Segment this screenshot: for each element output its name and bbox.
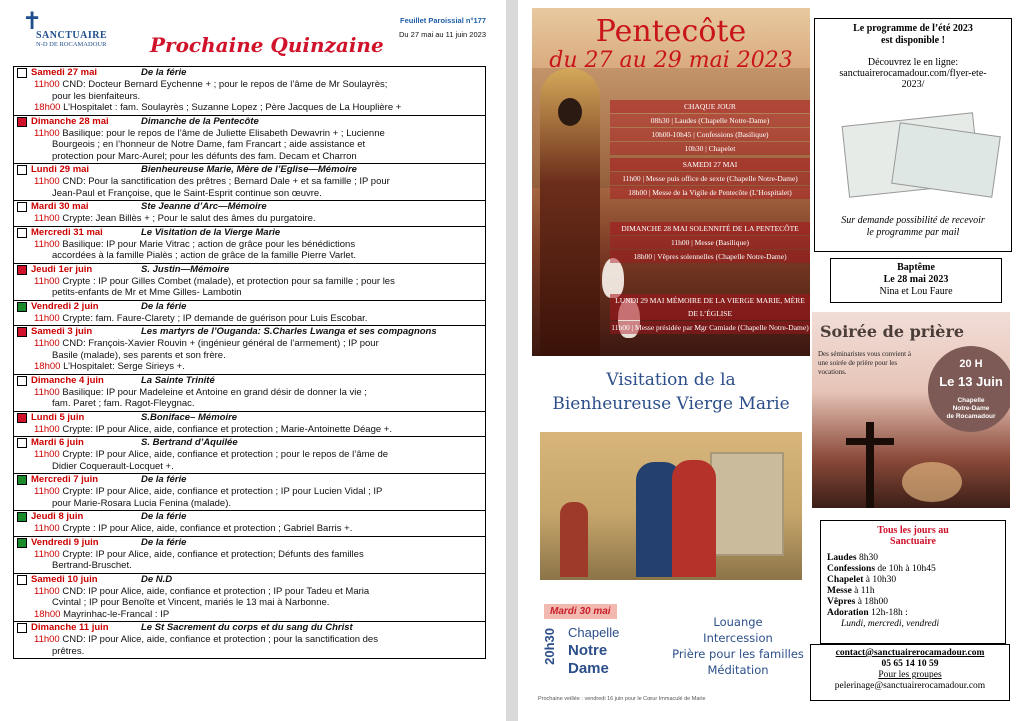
visitation-program xyxy=(668,614,808,678)
block-row: 10h00-10h45 | Confessions (Basilique) xyxy=(610,128,810,141)
entry-day: Lundi 5 juin xyxy=(31,411,85,423)
mass-time: 11h00 xyxy=(34,548,60,560)
block-heading: DIMANCHE 28 MAI SOLENNITÉ DE LA PENTECÔTE xyxy=(610,222,810,235)
mass-time: 11h00 xyxy=(34,449,60,460)
entry-feast: De N.D xyxy=(141,573,173,585)
daily-item: Laudes 8h30 xyxy=(827,553,878,563)
pentecost-block xyxy=(610,100,810,156)
liturgical-color-checkbox xyxy=(17,512,27,522)
schedule-list xyxy=(13,66,486,659)
mass-text: Crypte : IP pour Gilles Combet (malade), et protection pour sa famille ; pour les xyxy=(62,275,395,287)
liturgical-color-checkbox xyxy=(17,413,27,423)
entry-day: Vendredi 2 juin xyxy=(31,300,99,312)
mass-intention xyxy=(14,313,485,325)
schedule-entry xyxy=(13,201,486,227)
mass-intention xyxy=(14,449,485,461)
mass-intention xyxy=(14,586,485,598)
daily-item: Adoration 12h-18h : xyxy=(827,608,908,618)
contact-box xyxy=(810,644,1010,701)
program-item: Intercession xyxy=(703,631,773,645)
schedule-entry xyxy=(13,164,486,201)
visitation-date-badge: Mardi 30 mai xyxy=(544,604,617,619)
entry-feast: Bienheureuse Marie, Mère de l’Eglise—Mémoire xyxy=(141,164,357,176)
baptism-box xyxy=(830,258,1002,303)
mass-time: 11h00 xyxy=(34,213,60,224)
visitation-painting xyxy=(540,432,802,580)
groups-label: Pour les groupes xyxy=(878,670,942,680)
mass-time: 11h00 xyxy=(34,386,60,398)
mass-intention xyxy=(14,102,485,114)
programme-request xyxy=(815,215,1011,239)
block-heading: CHAQUE JOUR xyxy=(610,100,810,113)
mass-intention xyxy=(14,549,485,561)
entry-day: Jeudi 1er juin xyxy=(31,263,93,275)
mass-time: 11h00 xyxy=(34,176,60,187)
mass-text: L’Hospitalet : fam. Soulayrès ; Suzanne Lopez ; Père Jacques de La Houplière + xyxy=(63,102,402,113)
liturgical-color-checkbox xyxy=(17,623,27,633)
liturgical-color-checkbox xyxy=(17,165,27,175)
mass-text-continued: Basile (malade), ses parents et son frère. xyxy=(52,349,226,361)
mass-text: CND: Pour la sanctification des prêtres ; Bernard Dale + et sa famille ; IP pour xyxy=(62,176,390,187)
mass-time: 11h00 xyxy=(34,423,60,435)
mass-intention xyxy=(14,387,485,399)
adoration-days: Lundi, mercredi, vendredi xyxy=(841,619,940,629)
mass-intention xyxy=(14,176,485,188)
mass-intention xyxy=(14,486,485,498)
block-row: 11h00 | Messe présidée par Mgr Camiade (Chapelle Notre-Dame) xyxy=(611,323,809,332)
mass-text-continued: pour Marie-Rosara Lucia Fenina (malade). xyxy=(52,497,231,509)
mass-intention xyxy=(14,523,485,535)
schedule-entry xyxy=(13,375,486,412)
mass-time: 11h00 xyxy=(34,238,60,250)
mass-time: 11h00 xyxy=(34,275,60,287)
schedule-entry xyxy=(13,537,486,574)
mass-intention xyxy=(14,239,485,251)
daily-title: Tous les jours au Sanctuaire xyxy=(877,525,949,547)
mass-text: CND: IP pour Alice, aide, confiance et protection ; pour la sanctification des xyxy=(62,634,378,645)
entry-feast: De la férie xyxy=(141,67,187,79)
groups-email[interactable]: pelerinage@sanctuairerocamadour.com xyxy=(834,681,986,691)
liturgical-color-checkbox xyxy=(17,475,27,485)
mass-intention xyxy=(14,128,485,140)
daily-item: Confessions de 10h à 10h45 xyxy=(827,564,936,574)
entry-day: Jeudi 8 juin xyxy=(31,511,84,523)
liturgical-color-checkbox xyxy=(17,575,27,585)
daily-items xyxy=(821,553,1005,630)
logo-subtitle: N-D DE ROCAMADOUR xyxy=(36,41,107,48)
programme-title-1: Le programme de l’été 2023 xyxy=(853,23,973,34)
block-row: 08h30 | Laudes (Chapelle Notre-Dame) xyxy=(610,114,810,127)
mass-text-continued: fam. Paret ; fam. Ragot-Fleygnac. xyxy=(52,398,195,409)
schedule-entry xyxy=(13,67,486,116)
baptism-date: Le 28 mai 2023 xyxy=(883,274,949,285)
entry-feast: La Sainte Trinité xyxy=(141,374,215,386)
entry-day: Mercredi 31 mai xyxy=(31,226,103,238)
logo-name: SANCTUAIRE xyxy=(36,30,108,41)
schedule-entry xyxy=(13,301,486,327)
cross-icon: ✝ xyxy=(22,7,43,35)
pentecost-block xyxy=(610,294,810,335)
daily-schedule-box xyxy=(820,520,1006,644)
block-heading: SAMEDI 27 MAI xyxy=(610,158,810,171)
mass-time: 11h00 xyxy=(34,338,60,349)
badge-hour: 20 H xyxy=(959,358,983,370)
program-item: Louange xyxy=(713,615,763,629)
entry-feast: De la férie xyxy=(141,536,187,548)
liturgical-color-checkbox xyxy=(17,117,27,127)
schedule-entry xyxy=(13,227,486,264)
mass-text-continued: Didier Coquerault-Locquet +. xyxy=(52,460,174,472)
entry-day: Samedi 27 mai xyxy=(31,67,98,79)
mass-text-continued: Jean-Paul et Françoise, que le Saint-Esprit continue son œuvre. xyxy=(52,187,322,199)
mass-text: Crypte: fam. Faure-Clarety ; IP demande de guérison pour Luis Escobar. xyxy=(62,312,368,324)
mass-text-continued: Bertrand-Bruschet. xyxy=(52,560,132,571)
pentecost-dates: du 27 au 29 mai 2023 xyxy=(549,48,793,73)
entry-feast: S. Bertrand d’Aquilée xyxy=(141,437,238,449)
right-page xyxy=(518,0,1024,721)
next-vigil-note: Prochaine veillée : vendredi 16 juin pour le Cœur Immaculé de Marie xyxy=(538,696,706,702)
entry-day: Mardi 6 juin xyxy=(31,437,84,449)
programme-discover: Découvrez le en ligne: xyxy=(867,57,959,68)
mass-text: L’Hospitalet: Serge Sirieys +. xyxy=(63,361,185,372)
pentecost-block xyxy=(610,158,810,200)
entry-day: Vendredi 9 juin xyxy=(31,536,99,548)
mass-text: CND: François-Xavier Rouvin + (ingénieur général de l’armement) ; IP pour xyxy=(62,338,379,349)
request-line: Sur demande possibilité de recevoir xyxy=(841,215,985,226)
place-line: Chapelle xyxy=(568,625,620,640)
liturgical-color-checkbox xyxy=(17,265,27,275)
entry-day: Dimanche 28 mai xyxy=(31,115,109,127)
mass-time: 11h00 xyxy=(34,634,60,645)
entry-feast: Le Visitation de la Vierge Marie xyxy=(141,226,281,238)
schedule-entry xyxy=(13,437,486,474)
mass-text-continued: prêtres. xyxy=(52,645,85,657)
url-part[interactable]: 2023/ xyxy=(901,79,925,90)
mass-intention xyxy=(14,338,485,350)
entry-feast: Les martyrs de l’Ouganda: S.Charles Lwanga et ses compagnons xyxy=(141,326,437,338)
block-row: 11h00 | Messe (Basilique) xyxy=(610,236,810,249)
entry-day: Dimanche 11 juin xyxy=(31,622,109,634)
sanctuary-logo xyxy=(14,8,114,52)
pentecost-poster xyxy=(532,8,810,356)
liturgical-color-checkbox xyxy=(17,327,27,337)
block-row: 11h00 | Messe puis office de sexte (Chapelle Notre-Dame) xyxy=(610,172,810,185)
schedule-entry xyxy=(13,511,486,537)
mass-text: Crypte : IP pour Alice, aide, confiance et protection ; Gabriel Barris +. xyxy=(62,523,353,534)
liturgical-color-checkbox xyxy=(17,376,27,386)
mass-text-continued: petits-enfants de Mr et Mme Gilles- Lambotin xyxy=(52,287,242,298)
mass-text: Mayrinhac-le-Francal : IP xyxy=(63,608,170,620)
badge-place: Chapelle Notre-Dame de Rocamadour xyxy=(946,397,996,420)
pentecost-title: Pentecôte xyxy=(595,14,747,49)
prayer-evening-poster xyxy=(812,312,1010,508)
liturgical-color-checkbox xyxy=(17,302,27,312)
entry-day: Mercredi 7 juin xyxy=(31,474,99,486)
mass-text: Crypte: IP pour Alice, aide, confiance et protection ; IP pour Lucien Vidal ; IP xyxy=(62,486,383,497)
block-row: 18h00 | Messe de la Vigile de Pentecôte (L’Hospitalet) xyxy=(610,186,810,199)
mass-text-continued: pour les bienfaiteurs. xyxy=(52,90,141,102)
mass-intention xyxy=(14,276,485,288)
mass-time: 11h00 xyxy=(34,79,60,90)
mass-time: 18h00 xyxy=(34,361,61,372)
place-line: Dame xyxy=(568,660,609,677)
page-title: Prochaine Quinzaine xyxy=(150,33,384,57)
mass-intention xyxy=(14,79,485,91)
lily-icon xyxy=(602,258,624,298)
liturgical-color-checkbox xyxy=(17,228,27,238)
baptism-names: Nina et Lou Faure xyxy=(879,286,953,297)
program-item: Prière pour les familles xyxy=(672,647,804,661)
prayer-evening-title: Soirée de prière xyxy=(820,322,965,341)
mass-text: Basilique: IP pour Madeleine et Antoine en grand désir de donner la vie ; xyxy=(62,386,367,398)
block-row: 10h30 | Chapelet xyxy=(610,142,810,155)
request-line: le programme par mail xyxy=(866,227,960,238)
entry-feast: Le St Sacrement du corps et du sang du Christ xyxy=(141,622,353,634)
mass-text: CND: Docteur Bernard Eychenne + ; pour le repos de l’âme de Mr Soulayrès; xyxy=(62,79,388,90)
mass-text: Basilique: IP pour Marie Vitrac ; action de grâce pour les bénédictions xyxy=(62,238,356,250)
schedule-entry xyxy=(13,574,486,623)
mass-time: 11h00 xyxy=(34,523,60,534)
mass-intention xyxy=(14,361,485,373)
mass-text-continued: accordées à la famille Pialès ; action de grâce de la famille Pierre Varlet. xyxy=(52,250,356,261)
mass-time: 18h00 xyxy=(34,608,61,620)
contact-phone[interactable]: 05 65 14 10 59 xyxy=(881,659,939,669)
mass-text: CND: IP pour Alice, aide, confiance et protection ; IP pour Tadeu et Maria xyxy=(62,585,370,597)
visitation-title xyxy=(532,370,810,414)
entry-day: Lundi 29 mai xyxy=(31,164,90,176)
schedule-entry xyxy=(13,412,486,438)
mass-intention xyxy=(14,609,485,621)
mass-time: 11h00 xyxy=(34,585,60,597)
madonna-statue-image xyxy=(540,68,600,356)
contact-email[interactable]: contact@sanctuairerocamadour.com xyxy=(835,648,985,658)
liturgical-color-checkbox xyxy=(17,538,27,548)
daily-item: Messe à 11h xyxy=(827,586,875,596)
liturgical-color-checkbox xyxy=(17,68,27,78)
mass-text-continued: Bourgeois ; en l’honneur de Notre Dame, fam Francart ; aide assistance et xyxy=(52,139,366,150)
entry-feast: Dimanche de la Pentecôte xyxy=(141,115,259,127)
schedule-entry xyxy=(13,116,486,165)
mass-text: Crypte: IP pour Alice, aide, confiance et protection ; Marie-Antoinette Déage +. xyxy=(62,423,392,435)
schedule-entry xyxy=(13,326,486,375)
mass-text: Crypte: IP pour Alice, aide, confiance et protection ; pour le repos de l’âme de xyxy=(62,449,389,460)
place-line: Notre xyxy=(568,642,608,659)
entry-feast: De la férie xyxy=(141,300,187,312)
mass-text: Crypte: IP pour Alice, aide, confiance et protection; Défunts des familles xyxy=(62,548,364,560)
liturgical-color-checkbox xyxy=(17,438,27,448)
pentecost-block xyxy=(610,222,810,264)
liturgical-color-checkbox xyxy=(17,202,27,212)
prayer-evening-text: Des séminaristes vous convient à une soirée de prière pour les vocations. xyxy=(818,350,911,376)
entry-feast: De la férie xyxy=(141,474,187,486)
entry-feast: Ste Jeanne d’Arc—Mémoire xyxy=(141,201,267,213)
block-row: 18h00 | Vêpres solennelles (Chapelle Notre-Dame) xyxy=(610,250,810,263)
entry-day: Samedi 3 juin xyxy=(31,326,93,338)
mass-intention xyxy=(14,634,485,646)
baptism-title: Baptême xyxy=(897,262,935,273)
schedule-entry xyxy=(13,474,486,511)
mass-text: Basilique: pour le repos de l’âme de Juliette Elisabeth Dewavrin + ; Lucienne xyxy=(62,127,385,139)
entry-day: Dimanche 4 juin xyxy=(31,374,104,386)
mass-text-continued: protection pour Marc-Aurel; pour les défunts des fam. Decam et Charron xyxy=(52,150,357,162)
mass-intention xyxy=(14,424,485,436)
visitation-place xyxy=(568,624,619,678)
mass-time: 18h00 xyxy=(34,102,61,113)
schedule-entry xyxy=(13,622,486,659)
url-part[interactable]: sanctuairerocamadour.com/flyer-ete- xyxy=(839,68,987,79)
daily-item: Chapelet à 10h30 xyxy=(827,575,897,585)
summer-programme-box xyxy=(814,18,1012,252)
cross-silhouette-icon xyxy=(866,422,874,508)
mass-time: 11h00 xyxy=(34,312,60,324)
mass-time: 11h00 xyxy=(34,127,60,139)
mass-text-continued: Cvintal ; IP pour Benoîte et Vincent, mariés le 13 mai à Narbonne. xyxy=(52,597,330,608)
entry-day: Mardi 30 mai xyxy=(31,201,89,213)
visitation-hour: 20h30 xyxy=(542,628,557,665)
left-page xyxy=(0,0,506,721)
date-range: Du 27 mai au 11 juin 2023 xyxy=(398,30,486,39)
daily-item: Vêpres à 18h00 xyxy=(827,597,889,607)
mass-intention xyxy=(14,213,485,225)
visitation-line-2: Bienheureuse Vierge Marie xyxy=(552,394,790,414)
mass-text: Crypte: Jean Billès + ; Pour le salut des âmes du purgatoire. xyxy=(62,213,316,224)
entry-day: Samedi 10 juin xyxy=(31,573,98,585)
program-item: Méditation xyxy=(707,663,769,677)
prayer-evening-badge xyxy=(928,346,1010,432)
schedule-entry xyxy=(13,264,486,301)
feuillet-number: Feuillet Paroissial n°177 xyxy=(400,16,486,25)
entry-feast: S. Justin—Mémoire xyxy=(141,263,230,275)
entry-feast: S.Boniface– Mémoire xyxy=(141,411,238,423)
badge-date: Le 13 Juin xyxy=(939,374,1003,389)
mass-time: 11h00 xyxy=(34,486,60,497)
entry-feast: De la férie xyxy=(141,511,187,523)
block-heading: LUNDI 29 MAI MÉMOIRE DE LA VIERGE MARIE, MÈRE DE L’ÉGLISE xyxy=(610,294,810,320)
visitation-line-1: Visitation de la xyxy=(606,370,736,390)
programme-title-2: est disponible ! xyxy=(881,35,945,46)
programme-url[interactable] xyxy=(815,68,1011,90)
